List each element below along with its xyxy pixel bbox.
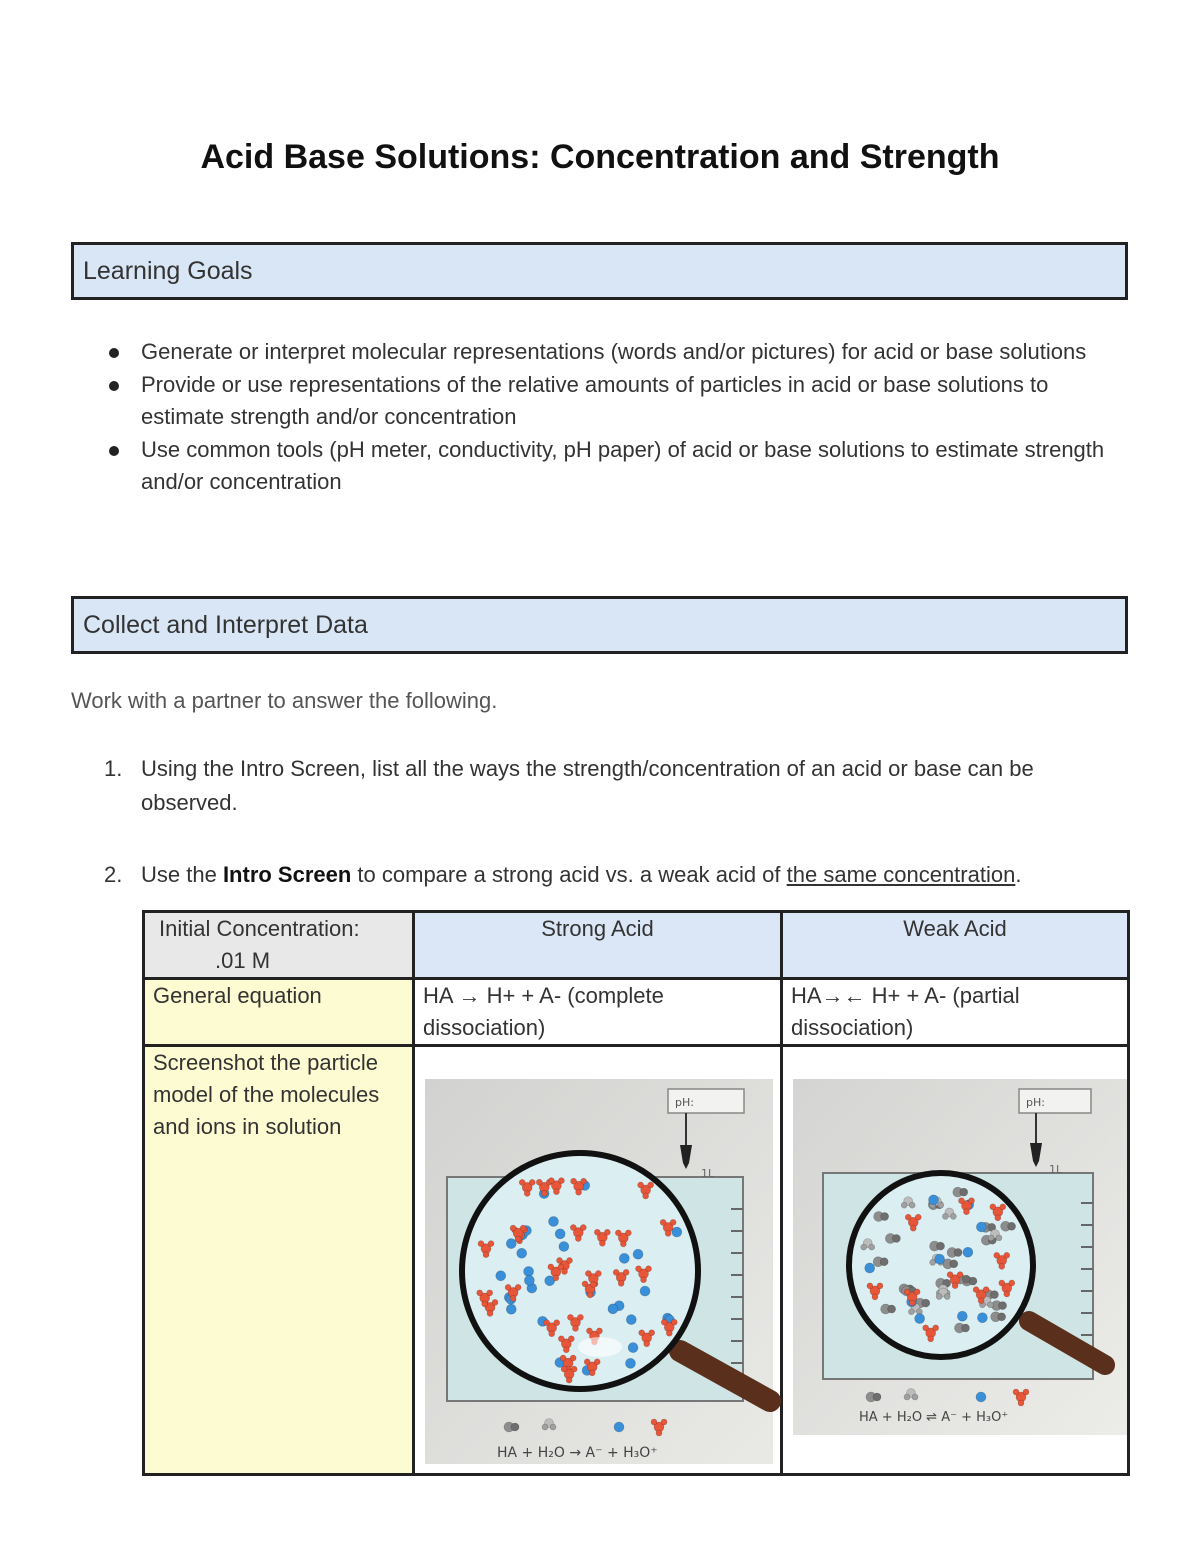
strong-acid-header: Strong Acid bbox=[414, 912, 782, 979]
strong-acid-particle-photo bbox=[425, 1079, 787, 1507]
volume-label: 1L bbox=[1049, 1163, 1063, 1176]
weak-acid-header: Weak Acid bbox=[782, 912, 1129, 979]
text-segment: to compare a strong acid vs. a weak acid of bbox=[351, 862, 787, 887]
list-item: Provide or use representations of the relative amounts of particles in acid or base solutions to estimate strength and/or concentration bbox=[104, 369, 1114, 434]
strong-acid-equation: HA → H+ + A- (complete dissociation) bbox=[414, 979, 782, 1046]
strong-acid-screenshot-cell bbox=[414, 1046, 782, 1475]
underlined-text: the same concentration bbox=[786, 862, 1016, 887]
weak-acid-screenshot-cell bbox=[782, 1046, 1129, 1475]
general-equation-label: General equation bbox=[144, 979, 414, 1046]
list-item: Use common tools (pH meter, conductivity, pH paper) of acid or base solutions to estimate strength and/or concentration bbox=[104, 434, 1114, 499]
bold-text: Intro Screen bbox=[222, 862, 352, 887]
weak-acid-particle-photo bbox=[793, 1079, 1127, 1435]
volume-label: 1L bbox=[701, 1167, 715, 1180]
collect-data-heading: Collect and Interpret Data bbox=[71, 596, 1128, 654]
text-segment: . bbox=[1015, 862, 1022, 887]
concentration-label: Initial Concentration: bbox=[159, 916, 360, 941]
comparison-table bbox=[142, 910, 1130, 1476]
ph-meter-label: pH: bbox=[1026, 1096, 1045, 1109]
instructions-text: Work with a partner to answer the following. bbox=[71, 688, 498, 713]
photo-equation: HA + H₂O ⇌ A⁻ + H₃O⁺ bbox=[859, 1410, 1009, 1425]
learning-goals-list bbox=[104, 336, 1114, 499]
list-item: Generate or interpret molecular representations (words and/or pictures) for acid or base solutions bbox=[104, 336, 1114, 369]
text-segment: Use the bbox=[141, 862, 223, 887]
photo-equation: HA + H₂O → A⁻ + H₃O⁺ bbox=[497, 1445, 658, 1461]
ph-meter-label: pH: bbox=[675, 1096, 694, 1109]
question-2 bbox=[104, 858, 1104, 892]
weak-acid-equation: HA→← H+ + A- (partial dissociation) bbox=[782, 979, 1129, 1046]
learning-goals-heading: Learning Goals bbox=[71, 242, 1128, 300]
question-text bbox=[141, 858, 1104, 892]
question-text: Using the Intro Screen, list all the ways the strength/concentration of an acid or base can be observed. bbox=[141, 756, 1034, 815]
question-number: 2. bbox=[104, 862, 123, 887]
concentration-value: .01 M bbox=[215, 948, 271, 973]
question-number: 1. bbox=[104, 756, 123, 781]
screenshot-label: Screenshot the particle model of the molecules and ions in solution bbox=[144, 1046, 414, 1475]
concentration-header-cell bbox=[144, 912, 414, 979]
question-1 bbox=[104, 752, 1104, 820]
page-title: Acid Base Solutions: Concentration and Strength bbox=[200, 138, 1000, 176]
